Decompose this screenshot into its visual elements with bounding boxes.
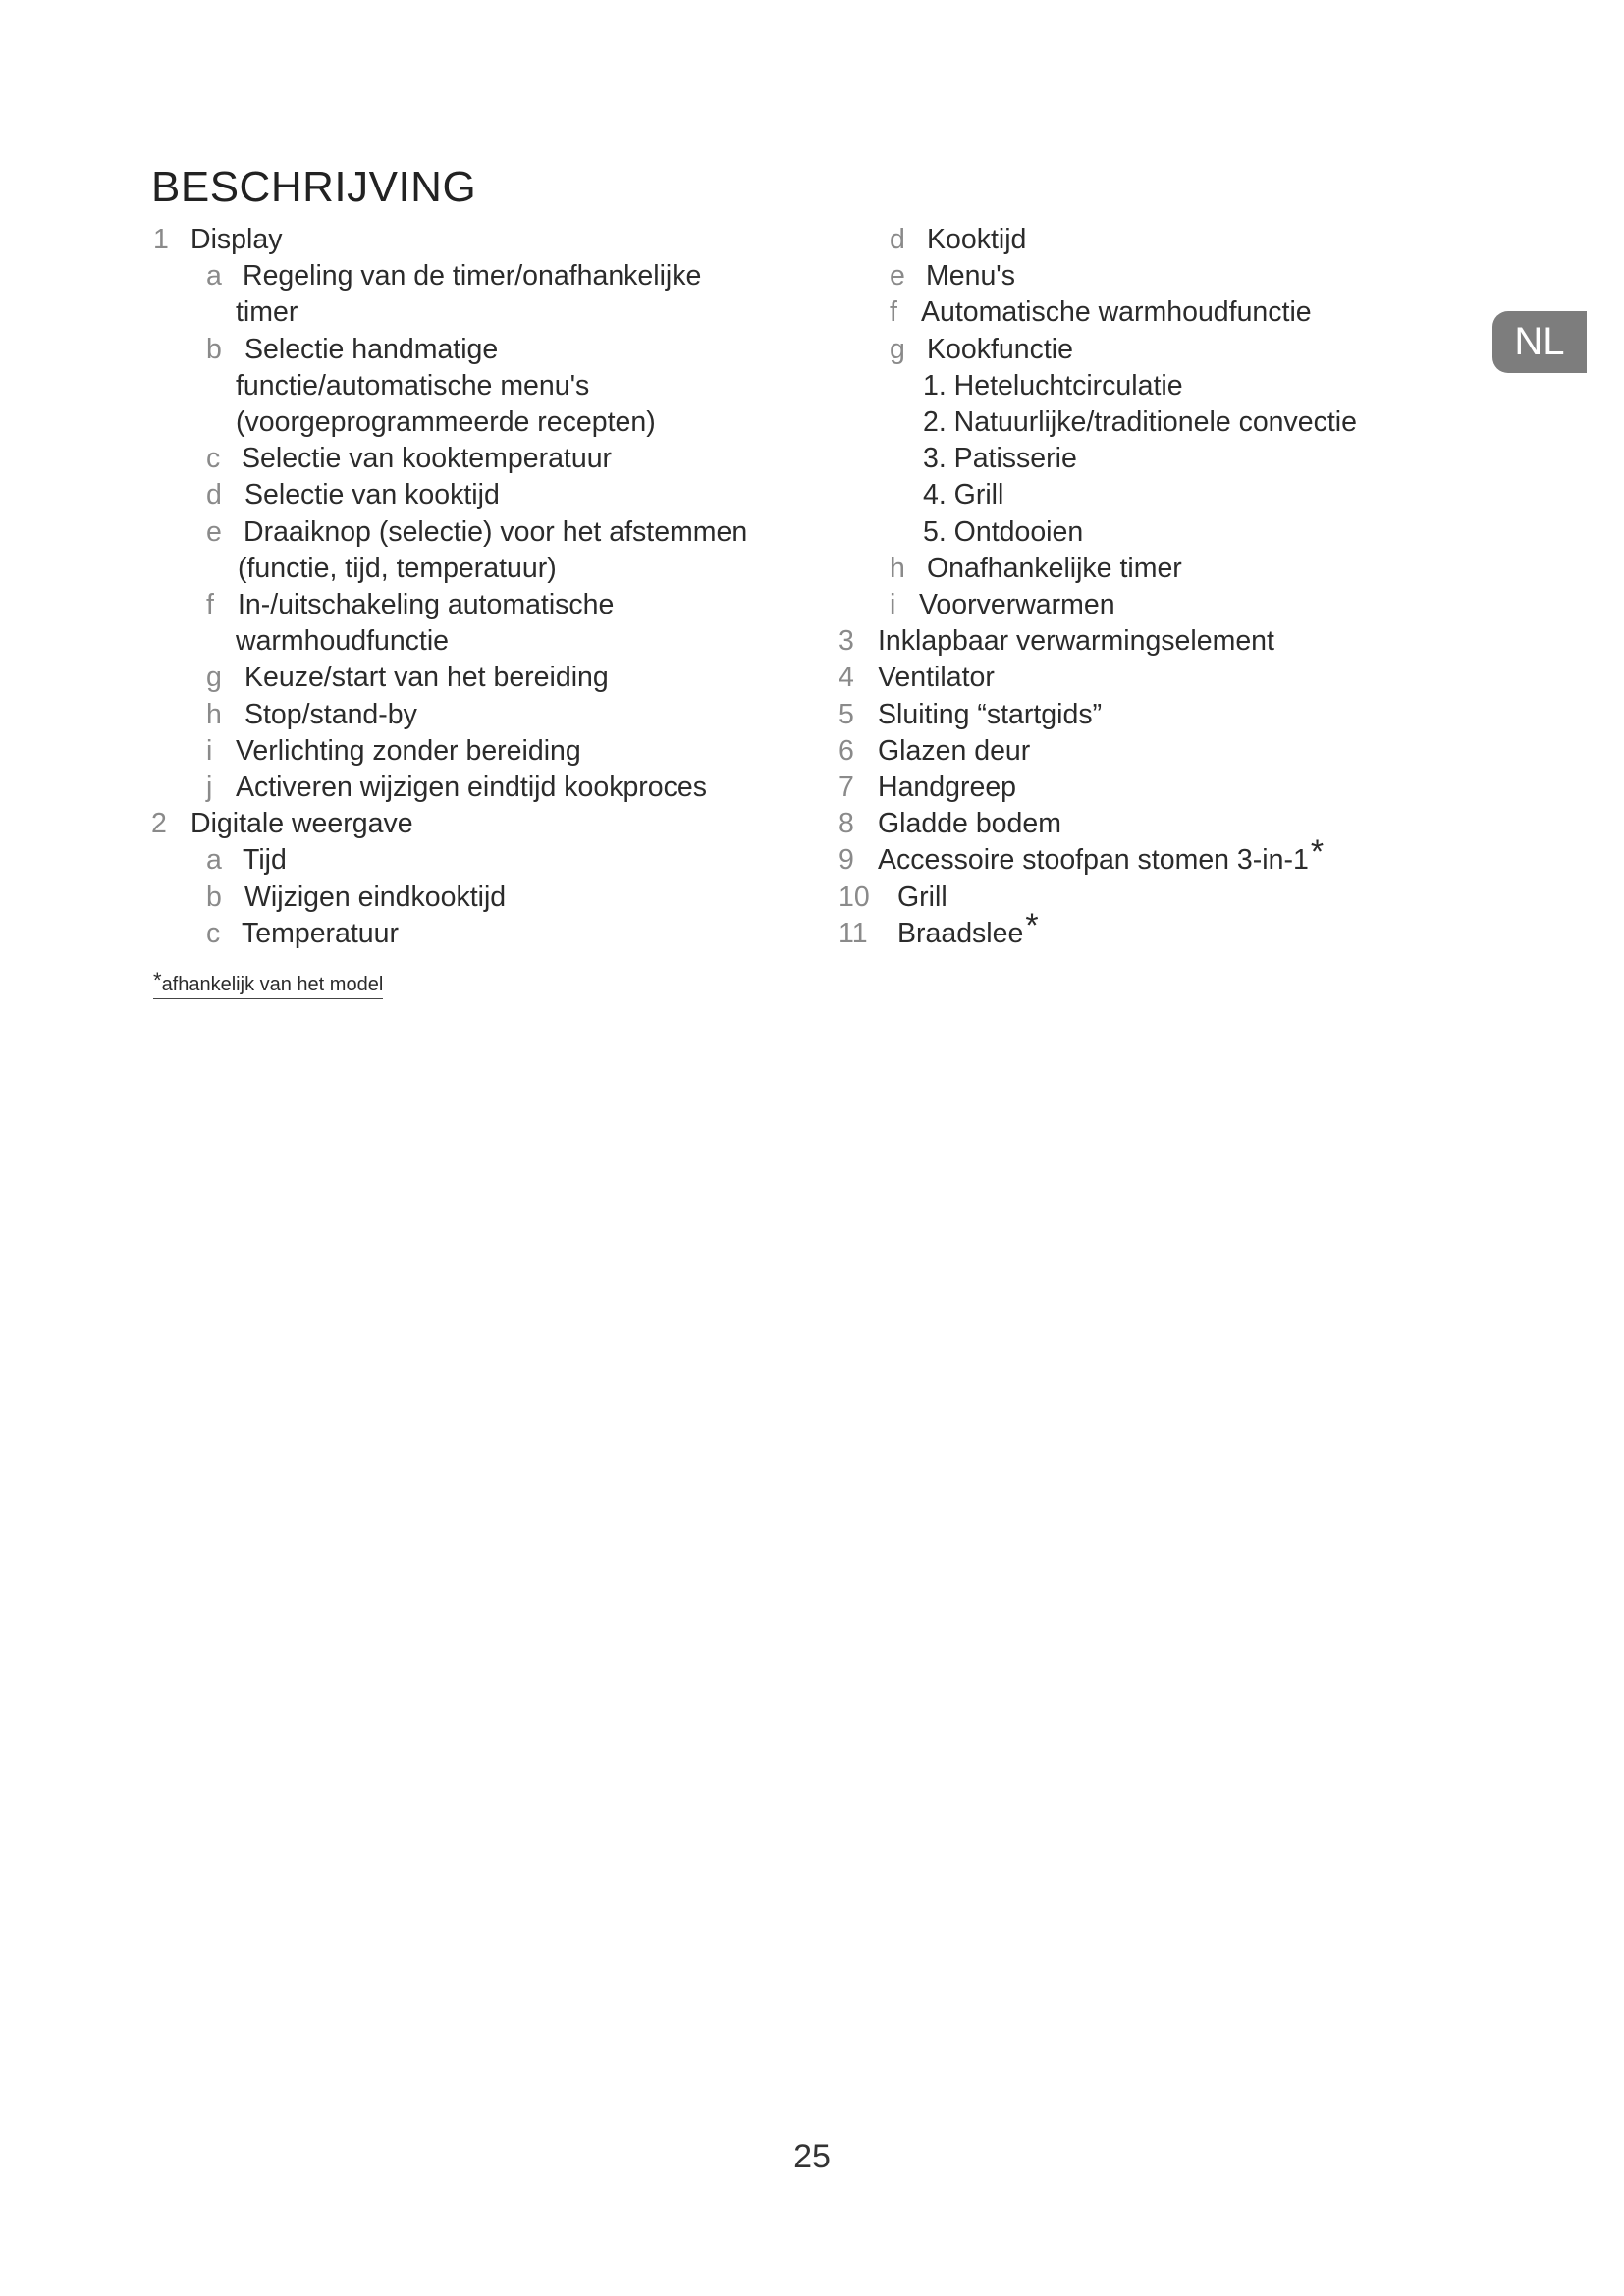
left-column	[149, 222, 837, 952]
list-item	[149, 258, 837, 294]
item-marker: b	[206, 881, 222, 913]
item-text: Selectie van kooktijd	[244, 479, 500, 511]
list-item	[149, 404, 837, 441]
item-marker: 11	[839, 917, 868, 949]
list-item	[833, 551, 1441, 587]
item-text: Selectie van kooktemperatuur	[242, 443, 613, 475]
list-item	[833, 587, 1441, 623]
item-marker: f	[890, 296, 897, 329]
list-item	[833, 514, 1441, 551]
item-text: Menu's	[926, 260, 1015, 293]
list-item	[833, 697, 1441, 733]
item-marker: c	[206, 917, 221, 949]
item-text: Temperatuur	[242, 917, 399, 949]
item-marker: 2	[151, 808, 167, 840]
language-tab: NL	[1492, 311, 1587, 373]
item-marker: h	[206, 698, 222, 730]
list-item	[833, 660, 1441, 696]
item-text: Regeling van de timer/onafhankelijke	[243, 260, 702, 293]
list-item	[833, 441, 1441, 477]
item-marker: d	[206, 479, 222, 511]
list-item	[833, 222, 1441, 258]
list-item	[833, 623, 1441, 660]
list-item	[833, 733, 1441, 770]
item-text: Keuze/start van het bereiding	[244, 662, 609, 694]
item-text: 3. Patisserie	[923, 443, 1077, 475]
item-marker: 4	[839, 662, 854, 694]
list-item	[833, 906, 1441, 952]
item-text: (functie, tijd, temperatuur)	[238, 552, 557, 584]
item-text: Draaiknop (selectie) voor het afstemmen	[244, 515, 748, 548]
item-marker: f	[206, 589, 214, 621]
list-item	[149, 587, 837, 623]
item-marker: g	[890, 333, 905, 365]
item-text: Braadslee	[897, 917, 1024, 949]
page-number: 25	[793, 2138, 831, 2175]
list-item	[149, 294, 837, 331]
list-item	[149, 368, 837, 404]
list-item	[833, 294, 1441, 331]
item-marker: c	[206, 443, 221, 475]
item-text: Digitale weergave	[190, 808, 413, 840]
item-marker: e	[206, 515, 222, 548]
item-marker: a	[206, 260, 222, 293]
item-marker: 9	[839, 844, 854, 877]
item-marker: d	[890, 224, 905, 255]
list-item	[833, 404, 1441, 441]
item-text: Selectie handmatige	[244, 333, 499, 365]
item-text: In-/uitschakeling automatische	[238, 589, 615, 621]
item-text: (voorgeprogrammeerde recepten)	[236, 406, 656, 439]
item-marker: 5	[839, 698, 854, 730]
list-item	[833, 833, 1441, 879]
item-text: Grill	[897, 881, 947, 913]
item-text: Sluiting “startgids”	[878, 698, 1103, 730]
list-item	[149, 222, 837, 258]
item-marker: j	[206, 772, 213, 804]
list-item	[833, 806, 1441, 842]
item-text: Stop/stand-by	[244, 698, 417, 730]
list-item	[149, 514, 837, 551]
item-marker: g	[206, 662, 222, 694]
list-item	[149, 697, 837, 733]
item-text: 2. Natuurlijke/traditionele convectie	[923, 406, 1357, 439]
list-item	[833, 368, 1441, 404]
item-text: Wijzigen eindkooktijd	[244, 881, 507, 913]
list-item	[149, 660, 837, 696]
footnote-text: afhankelijk van het model	[161, 974, 384, 995]
list-item	[833, 477, 1441, 513]
item-text: Glazen deur	[878, 734, 1031, 767]
item-marker: b	[206, 333, 222, 365]
list-item	[833, 258, 1441, 294]
item-text: Inklapbaar verwarmingselement	[878, 625, 1274, 658]
item-text: Verlichting zonder bereiding	[236, 734, 581, 767]
item-marker: 10	[839, 881, 870, 913]
item-text: Automatische warmhoudfunctie	[921, 296, 1312, 329]
item-marker: 8	[839, 808, 854, 840]
list-item	[149, 441, 837, 477]
item-text: 4. Grill	[923, 479, 1004, 511]
list-item	[833, 332, 1441, 368]
list-item	[833, 770, 1441, 806]
list-item	[833, 880, 1441, 916]
page-title: BESCHRIJVING	[151, 163, 477, 211]
list-item	[149, 916, 837, 952]
item-text: 1. Heteluchtcirculatie	[923, 369, 1183, 401]
list-item	[149, 806, 837, 842]
footnote-asterisk: *	[153, 968, 162, 992]
list-item	[149, 477, 837, 513]
list-item	[149, 880, 837, 916]
item-text: Gladde bodem	[878, 808, 1061, 840]
item-text: timer	[236, 296, 298, 329]
item-marker: e	[890, 260, 905, 293]
item-marker: 6	[839, 734, 854, 767]
right-column	[833, 222, 1441, 952]
item-text: Tijd	[243, 844, 287, 877]
item-marker: 3	[839, 625, 854, 658]
item-marker: i	[890, 589, 896, 621]
item-text: Activeren wijzigen eindtijd kookproces	[236, 772, 707, 804]
item-text: 5. Ontdooien	[923, 515, 1084, 548]
item-text: warmhoudfunctie	[236, 625, 450, 658]
item-text: functie/automatische menu's	[236, 369, 590, 401]
list-item	[149, 733, 837, 770]
footnote	[153, 968, 383, 999]
asterisk-mark: *	[1025, 906, 1039, 944]
item-marker: 1	[153, 224, 169, 255]
item-text: Handgreep	[878, 772, 1017, 804]
item-text: Ventilator	[878, 662, 995, 694]
list-item	[149, 332, 837, 368]
list-item	[149, 770, 837, 806]
item-marker: h	[890, 552, 905, 584]
list-item	[149, 623, 837, 660]
item-marker: i	[206, 734, 213, 767]
list-item	[149, 842, 837, 879]
item-text: Accessoire stoofpan stomen 3-in-1	[878, 844, 1309, 877]
item-text: Kooktijd	[927, 224, 1027, 255]
item-marker: 7	[839, 772, 854, 804]
item-text: Onafhankelijke timer	[927, 552, 1182, 584]
item-text: Kookfunctie	[927, 333, 1073, 365]
item-text: Voorverwarmen	[919, 589, 1115, 621]
asterisk-mark: *	[1310, 833, 1325, 872]
item-text: Display	[190, 224, 283, 255]
list-item	[149, 551, 837, 587]
item-marker: a	[206, 844, 222, 877]
